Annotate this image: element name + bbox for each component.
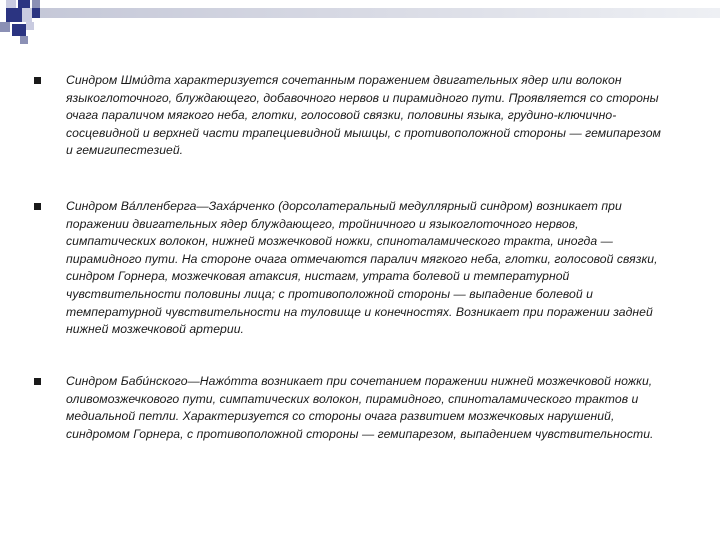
list-item-text: Синдром Баби́нского—Нажо́тта возникает при сочетанием поражении нижней мозжечковой ножки, оливомозжечкового пути, симпатических волокон, пирамидного, спиноталамического трактов и медиальной петли. Характеризуется со стороны очага развитием мозжечковых нарушений, синдромом Горнера, с противоположной стороны — гемипарезом, выпадением чувствительности. [66, 374, 654, 441]
square-bullet-icon [34, 378, 41, 385]
list-item-text: Синдром Ва́лленберга—Заха́рченко (дорсолатеральный медуллярный синдром) возникает при поражении двигательных ядер блуждающего, тройничного и языкоглоточного нервов, симпатических волокон, нижней мозжечковой ножки, спиноталамического тракта, иногда — пирамидного пути. На стороне очага отмечаются паралич мягкого неба, глотки, голосовой связки, синдром Горнера, мозжечковая атаксия, нистагм, утрата болевой и температурной чувствительности половины лица; с противоположной стороны — выпадение болевой и температурной чувствительности на туловище и конечностях. Возникает при поражении задней нижней мозжечковой артерии. [66, 199, 658, 337]
square-bullet-icon [34, 77, 41, 84]
list-item-text: Синдром Шми́дта характеризуется сочетанным поражением двигательных ядер или волокон языкоглоточного, блуждающего, добавочного нервов и пирамидного пути. Проявляется со стороны очага параличом мягкого неба, глотки, голосовой связки, половины языка, грудино-ключично-сосцевидной и верхней части трапециевидной мышцы, с противоположной стороны — гемипарезом и гемигипестезией. [66, 73, 661, 158]
square-bullet-icon [34, 203, 41, 210]
